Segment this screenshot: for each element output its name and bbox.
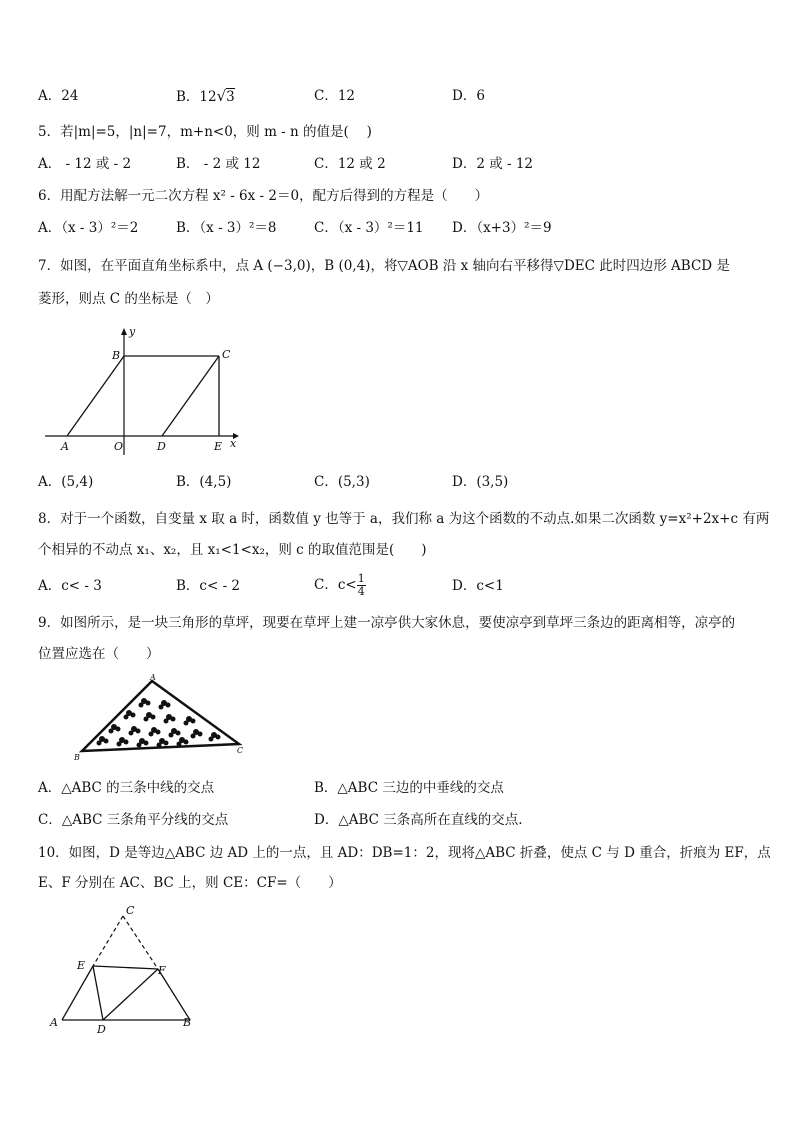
- q10-stem-line2: E、F 分别在 AC、BC 上，则 CE：CF=（ ）: [38, 875, 342, 891]
- q4-option-b: B．12√3: [176, 87, 235, 105]
- q4-option-b-root: 3: [226, 89, 235, 105]
- q10-segment-ae: [62, 966, 93, 1020]
- q7-label-c: C: [222, 348, 231, 361]
- q4-option-b-value: 12: [199, 89, 217, 105]
- q5-option-a: A． - 12 或 - 2: [38, 156, 132, 172]
- q10-segment-fd: [103, 969, 158, 1020]
- q9-stem-line2: 位置应选在（ ）: [38, 646, 160, 662]
- q4-option-c: C．12: [314, 88, 356, 104]
- q9-option-c: C．△ABC 三条角平分线的交点: [38, 812, 229, 828]
- q8-option-c-denominator: 4: [357, 585, 365, 598]
- q8-option-d: D．c<1: [452, 578, 504, 594]
- q9-label-a: A: [150, 673, 156, 682]
- q8-option-c-prefix: C．c<: [314, 577, 357, 593]
- q7-option-c: C．(5,3): [314, 474, 370, 490]
- q8-option-c-fraction: [357, 573, 366, 598]
- q7-option-a: A．(5,4): [38, 474, 94, 490]
- q7-label-e: E: [214, 440, 223, 453]
- q9-label-c: C: [237, 746, 244, 755]
- q7-label-y: y: [129, 325, 136, 338]
- q6-option-b: B．（x - 3）²＝8: [176, 220, 277, 236]
- q7-segment-dc: [162, 356, 219, 436]
- q7-label-d: D: [157, 440, 166, 453]
- q9-option-a: A．△ABC 的三条中线的交点: [38, 780, 215, 796]
- q10-segment-ef: [93, 966, 158, 969]
- q7-label-o: O: [114, 440, 124, 453]
- q10-segment-ed: [93, 966, 103, 1020]
- q5-stem: 5．若|m|=5，|n|=7，m+n<0，则 m - n 的值是( ): [38, 124, 372, 140]
- q4-option-a: A．24: [38, 88, 79, 104]
- q6-option-c: C．（x - 3）²＝11: [314, 220, 424, 236]
- q10-figure: [45, 900, 200, 1035]
- q4-option-d: D．6: [452, 88, 485, 104]
- q9-option-d: D．△ABC 三条高所在直线的交点.: [314, 812, 523, 828]
- q10-dashed-ce: [93, 916, 123, 966]
- q9-figure: [74, 675, 254, 765]
- q7-y-arrow-icon: [121, 328, 127, 335]
- q8-stem-line1: 8．对于一个函数，自变量 x 取 a 时，函数值 y 也等于 a，我们称 a 为这个函数的不动点.如果二次函数 y=x²+2x+c 有两: [38, 511, 770, 527]
- q7-option-b: B．(4,5): [176, 474, 232, 490]
- q9-grass-pattern: [97, 698, 221, 748]
- q10-label-a: A: [50, 1016, 58, 1029]
- q6-option-a: A．（x - 3）²＝2: [38, 220, 139, 236]
- q6-stem: 6．用配方法解一元二次方程 x² - 6x - 2＝0，配方后得到的方程是（ ）: [38, 188, 489, 204]
- q7-segment-ab: [67, 356, 124, 436]
- q5-option-b: B． - 2 或 12: [176, 156, 261, 172]
- q4-option-b-prefix: B．: [176, 89, 200, 105]
- q7-label-x: x: [230, 437, 237, 450]
- q10-label-c: C: [126, 904, 135, 917]
- q7-option-d: D．(3,5): [452, 474, 509, 490]
- q10-label-e: E: [77, 959, 86, 972]
- q5-option-d: D．2 或 - 12: [452, 156, 534, 172]
- q7-stem-line1: 7．如图，在平面直角坐标系中，点 A (−3,0)，B (0,4)，将▽AOB 沿 x 轴向右平移得▽DEC 此时四边形 ABCD 是: [38, 258, 730, 274]
- q8-option-c: [314, 568, 366, 602]
- q8-option-c-numerator: 1: [357, 572, 365, 585]
- q9-option-b: B．△ABC 三边的中垂线的交点: [314, 780, 504, 796]
- q8-stem-line2: 个相异的不动点 x₁、x₂，且 x₁<1<x₂，则 c 的取值范围是( ): [38, 542, 427, 558]
- q10-label-d: D: [97, 1023, 106, 1036]
- q9-stem-line1: 9．如图所示，是一块三角形的草坪，现要在草坪上建一凉亭供大家休息，要使凉亭到草坪三条边的距离相等，凉亭的: [38, 615, 736, 631]
- q7-figure: [45, 325, 250, 455]
- q10-label-b: B: [183, 1016, 192, 1029]
- q7-label-b: B: [112, 349, 121, 362]
- q6-option-d: D．（x+3）²＝9: [452, 220, 552, 236]
- q10-label-f: F: [158, 964, 166, 977]
- q7-label-a: A: [61, 440, 69, 453]
- q5-option-c: C．12 或 2: [314, 156, 386, 172]
- q10-stem-line1: 10．如图，D 是等边△ABC 边 AD 上的一点，且 AD：DB=1：2，现将△ABC 折叠，使点 C 与 D 重合，折痕为 EF，点: [38, 845, 771, 861]
- q7-stem-line2: 菱形，则点 C 的坐标是（ ）: [38, 291, 219, 307]
- q10-dashed-cf: [123, 916, 158, 969]
- q9-label-b: B: [74, 753, 80, 762]
- q8-option-a: A．c< - 3: [38, 578, 102, 594]
- q8-option-b: B．c< - 2: [176, 578, 241, 594]
